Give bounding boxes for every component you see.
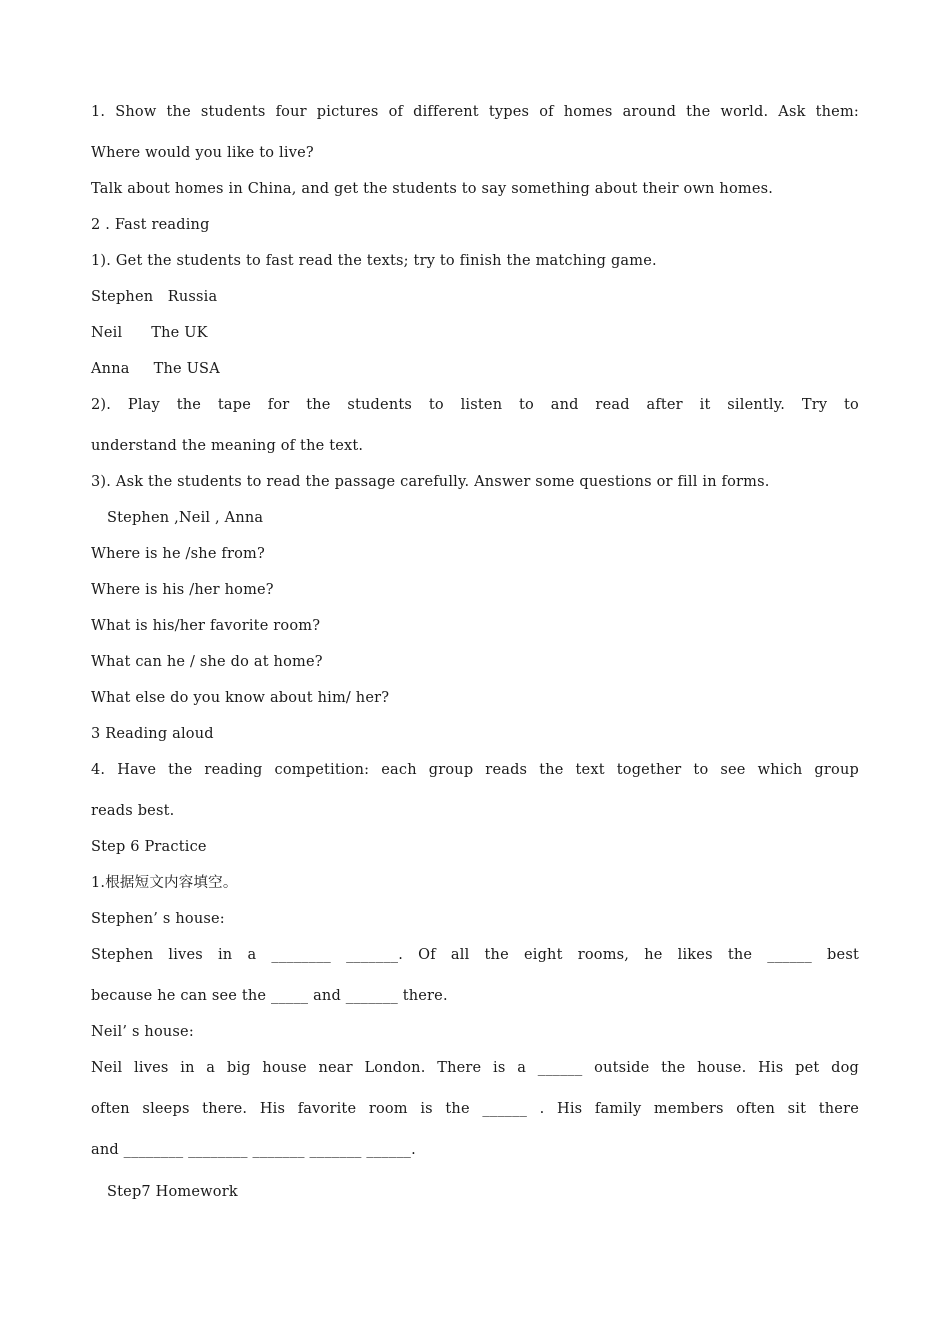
section-heading: 2 . Fast reading [91,217,210,233]
paragraph-line: 2). Play the tape for the students to listen to and read after it silently. Try to [91,397,859,413]
fill-blank-line: Neil lives in a big house near London. There is a ______ outside the house. His pet dog [91,1060,859,1076]
matching-row: Neil The UK [91,325,208,341]
subheading: Neil’ s house: [91,1024,194,1040]
question-line: Where is he /she from? [91,546,265,562]
paragraph-line: 1). Get the students to fast read the texts; try to finish the matching game. [91,253,657,269]
question-line: What is his/her favorite room? [91,618,321,634]
fill-blank-line: Stephen lives in a ________ _______. Of all the eight rooms, he likes the ______ best [91,947,859,963]
paragraph-line: reads best. [91,803,175,819]
exercise-heading: 1.根据短文内容填空。 [91,875,238,891]
paragraph-line: 4. Have the reading competition: each group reads the text together to see which group [91,762,859,778]
step-heading: Step 6 Practice [91,839,207,855]
paragraph-line: understand the meaning of the text. [91,438,364,454]
subheading: Stephen’ s house: [91,911,225,927]
question-line: What else do you know about him/ her? [91,690,390,706]
step-heading: Step7 Homework [107,1184,238,1200]
fill-blank-line: often sleeps there. His favorite room is the ______ . His family members often sit there [91,1101,859,1117]
question-line: What can he / she do at home? [91,654,323,670]
names-line: Stephen ,Neil , Anna [107,510,264,526]
paragraph-line: Where would you like to live? [91,145,314,161]
matching-row: Anna The USA [91,361,220,377]
paragraph-line: 3). Ask the students to read the passage carefully. Answer some questions or fill in forms. [91,474,770,490]
matching-row: Stephen Russia [91,289,218,305]
section-heading: 3 Reading aloud [91,726,214,742]
fill-blank-line: because he can see the _____ and _______ there. [91,988,448,1004]
paragraph-line: Talk about homes in China, and get the students to say something about their own homes. [91,181,774,197]
paragraph-line: 1. Show the students four pictures of different types of homes around the world. Ask them: [91,104,859,120]
fill-blank-line: and ________ ________ _______ _______ ______. [91,1142,416,1158]
question-line: Where is his /her home? [91,582,274,598]
